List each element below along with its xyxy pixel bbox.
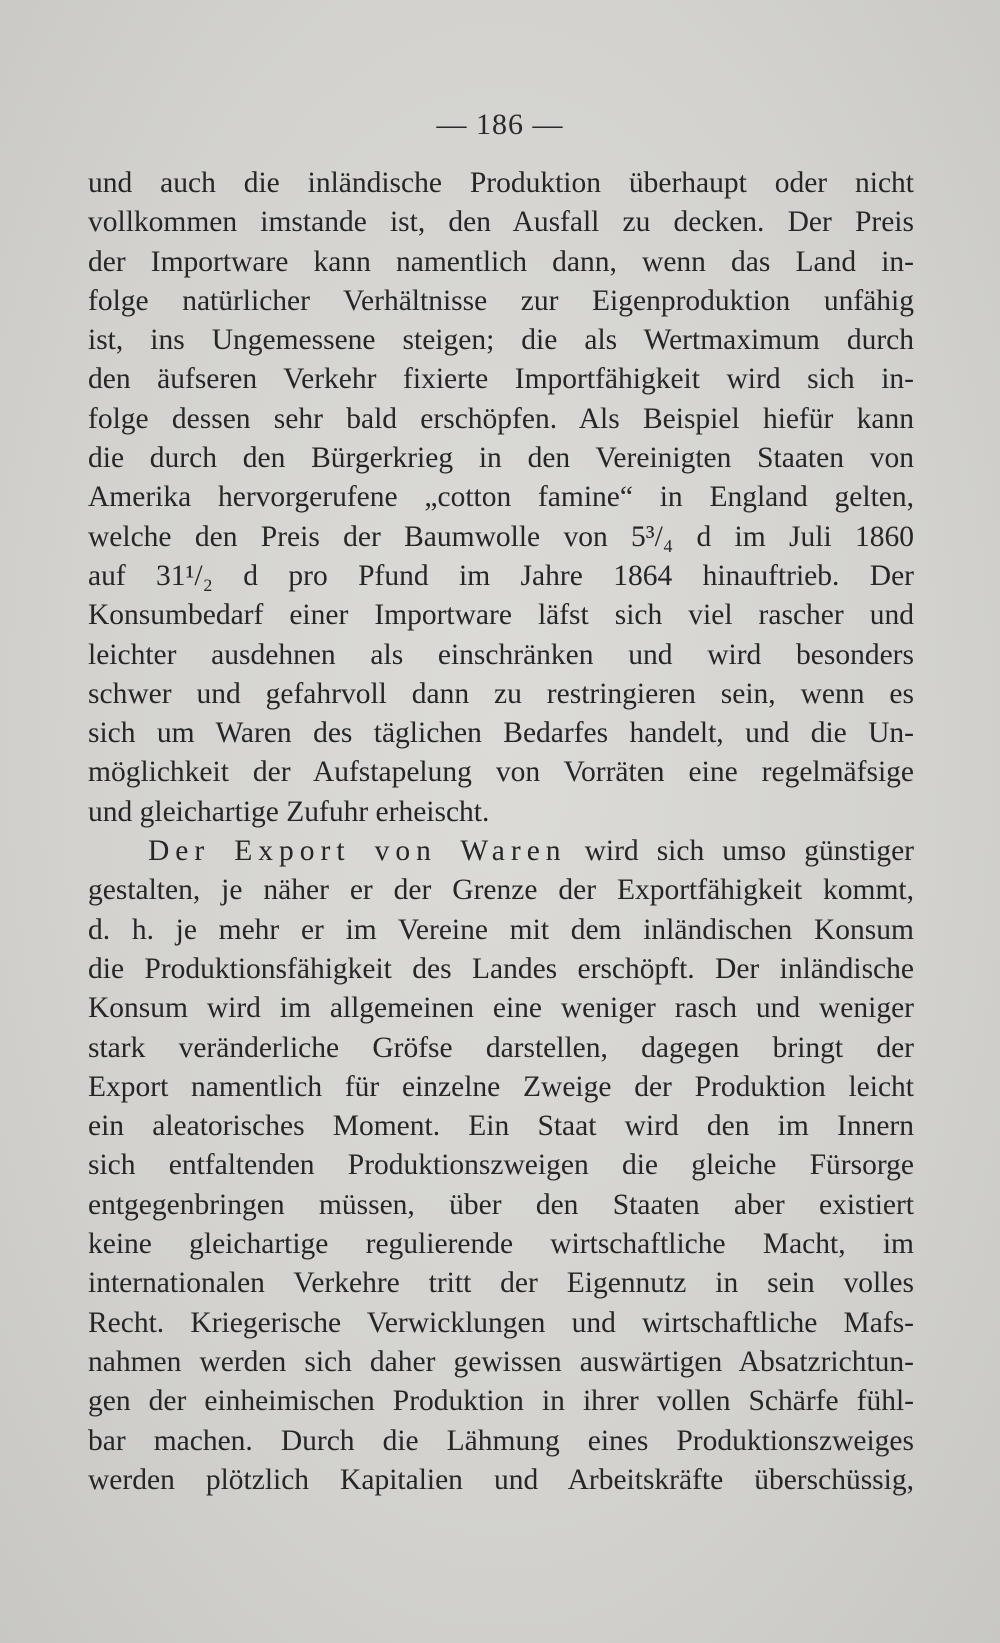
text-line: ein aleatorisches Moment. Ein Staat wird den im Innern (88, 1110, 914, 1143)
text-line: auf 31¹/₂ d pro Pfund im Jahre 1864 hinauftrieb. Der (88, 559, 914, 592)
text-line: sich entfaltenden Produktionszweigen die gleiche Fürsorge (88, 1149, 914, 1182)
text-line: den äufseren Verkehr fixierte Importfähigkeit wird sich in- (88, 363, 914, 396)
text-line: gen der einheimischen Produktion in ihrer vollen Schärfe fühl- (88, 1385, 914, 1418)
text-line: folge dessen sehr bald erschöpfen. Als Beispiel hiefür kann (88, 402, 914, 435)
text-line: und gleichartige Zufuhr erheischt. (88, 795, 490, 828)
text-line: die Produktionsfähigkeit des Landes erschöpft. Der inländische (88, 952, 914, 985)
text-line: internationalen Verkehre tritt der Eigennutz in sein volles (88, 1267, 914, 1300)
text-line: Konsum wird im allgemeinen eine weniger rasch und weniger (88, 992, 914, 1025)
text-line: Konsumbedarf einer Importware läfst sich viel rascher und (88, 599, 914, 632)
text-line: Amerika hervorgerufene „cotton famine“ in England gelten, (88, 481, 914, 514)
text-segment: wird sich umso günstiger (584, 835, 914, 868)
text-line: d. h. je mehr er im Vereine mit dem inländischen Konsum (88, 913, 914, 946)
text-line: nahmen werden sich daher gewissen auswärtigen Absatzrichtun- (88, 1345, 914, 1378)
text-line: entgegenbringen müssen, über den Staaten aber existiert (88, 1188, 914, 1221)
spaced-emphasis: Der Export von Waren (148, 835, 567, 868)
page-number: — 186 — (436, 108, 564, 141)
text-line: der Importware kann namentlich dann, wenn das Land in- (88, 245, 914, 278)
text-line: vollkommen imstande ist, den Ausfall zu decken. Der Preis (88, 206, 914, 239)
text-line: möglichkeit der Aufstapelung von Vorräten eine regelmäfsige (88, 756, 914, 789)
text-line: stark veränderliche Gröfse darstellen, dagegen bringt der (88, 1031, 914, 1064)
text-line: werden plötzlich Kapitalien und Arbeitskräfte überschüssig, (88, 1463, 914, 1496)
text-line: schwer und gefahrvoll dann zu restringieren sein, wenn es (88, 677, 914, 710)
text-line: Export namentlich für einzelne Zweige der Produktion leicht (88, 1070, 914, 1103)
text-line: gestalten, je näher er der Grenze der Exportfähigkeit kommt, (88, 874, 914, 907)
paragraph-2 (88, 832, 914, 1500)
text-line: Recht. Kriegerische Verwicklungen und wirtschaftliche Mafs- (88, 1306, 914, 1339)
text-line: die durch den Bürgerkrieg in den Vereinigten Staaten von (88, 442, 914, 475)
text-line: sich um Waren des täglichen Bedarfes handelt, und die Un- (88, 717, 914, 750)
text-line: folge natürlicher Verhältnisse zur Eigenproduktion unfähig (88, 284, 914, 317)
body-text (88, 164, 914, 1500)
text-line: und auch die inländische Produktion überhaupt oder nicht (88, 167, 914, 199)
text-line-first (88, 832, 914, 871)
text-line: ist, ins Ungemessene steigen; die als Wertmaximum durch (88, 324, 914, 357)
paragraph-1 (88, 164, 914, 832)
text-line: keine gleichartige regulierende wirtschaftliche Macht, im (88, 1228, 914, 1261)
text-line: leichter ausdehnen als einschränken und wird besonders (88, 638, 914, 671)
text-line: welche den Preis der Baumwolle von 5³/₄ d im Juli 1860 (88, 520, 914, 553)
text-line: bar machen. Durch die Lähmung eines Produktionszweiges (88, 1424, 914, 1457)
